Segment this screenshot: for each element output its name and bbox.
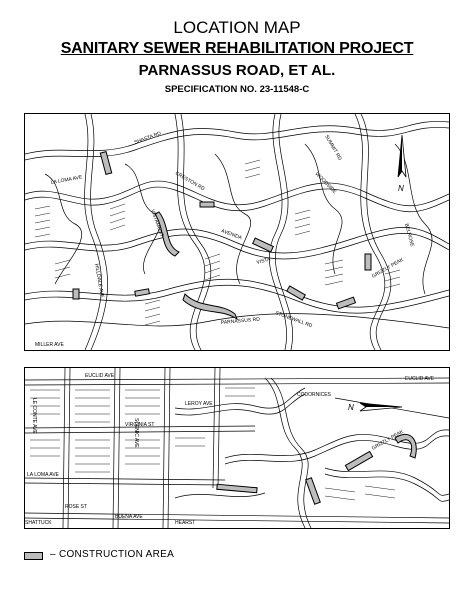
street-labels-top [35, 131, 415, 348]
street-label: SHASTA RD [133, 130, 162, 146]
street-label: LA LOMA AVE [50, 174, 83, 186]
street-label: EUCLID AVE [85, 373, 115, 379]
street-label: LEROY AVE [185, 401, 213, 407]
street-label: SCENIC AVE [133, 418, 139, 448]
north-arrow-icon [390, 133, 414, 197]
street-map-top [25, 114, 449, 350]
street-label: VIRGINIA ST [125, 422, 155, 428]
legend-label: – CONSTRUCTION AREA [50, 549, 175, 560]
construction-areas-bottom [217, 434, 416, 504]
street-label: SUMMIT RD [323, 134, 343, 162]
construction-area-swatch [24, 552, 43, 560]
construction-areas-top [73, 152, 371, 319]
north-arrow-bottom-icon [342, 392, 412, 422]
street-label: EUCLID AVE [405, 376, 435, 382]
street-label: BELROSE [403, 222, 415, 248]
north-label-bottom: N [348, 403, 354, 412]
street-label: VISTAMONT [149, 208, 165, 238]
street-label: GRIZZLY PEAK [371, 428, 405, 452]
street-label: STONEWALL RD [274, 310, 314, 330]
project-title: SANITARY SEWER REHABILITATION PROJECT [60, 40, 414, 57]
map-title: LOCATION MAP [173, 18, 301, 37]
street-label: CODORNICES [297, 392, 331, 398]
north-label: N [398, 184, 404, 193]
street-label: VISTA [255, 256, 272, 266]
street-label: HILLDALE AVE [93, 263, 105, 299]
street-label: WOODSIDE [313, 171, 338, 196]
street-label: CRESTON RD [174, 170, 206, 193]
street-label: LA LOMA AVE [27, 472, 59, 478]
street-label: HEARST [175, 520, 196, 526]
location-map-top[interactable] [24, 113, 450, 351]
street-label: GRIZZLY PEAK [371, 256, 405, 280]
street-network-top [25, 114, 449, 350]
specification-number: SPECIFICATION NO. 23-11548-C [164, 84, 310, 95]
street-label: PARNASSUS RD [220, 316, 261, 326]
street-label: AVENIDA [220, 228, 243, 242]
street-label: SHATTUCK [25, 520, 52, 526]
street-label: BUENA AVE [115, 514, 143, 520]
location-title: PARNASSUS ROAD, ET AL. [138, 62, 336, 79]
street-label: LE CONTE AVE [31, 398, 37, 434]
street-label: MILLER AVE [35, 342, 64, 348]
street-label: ROSE ST [65, 504, 87, 510]
